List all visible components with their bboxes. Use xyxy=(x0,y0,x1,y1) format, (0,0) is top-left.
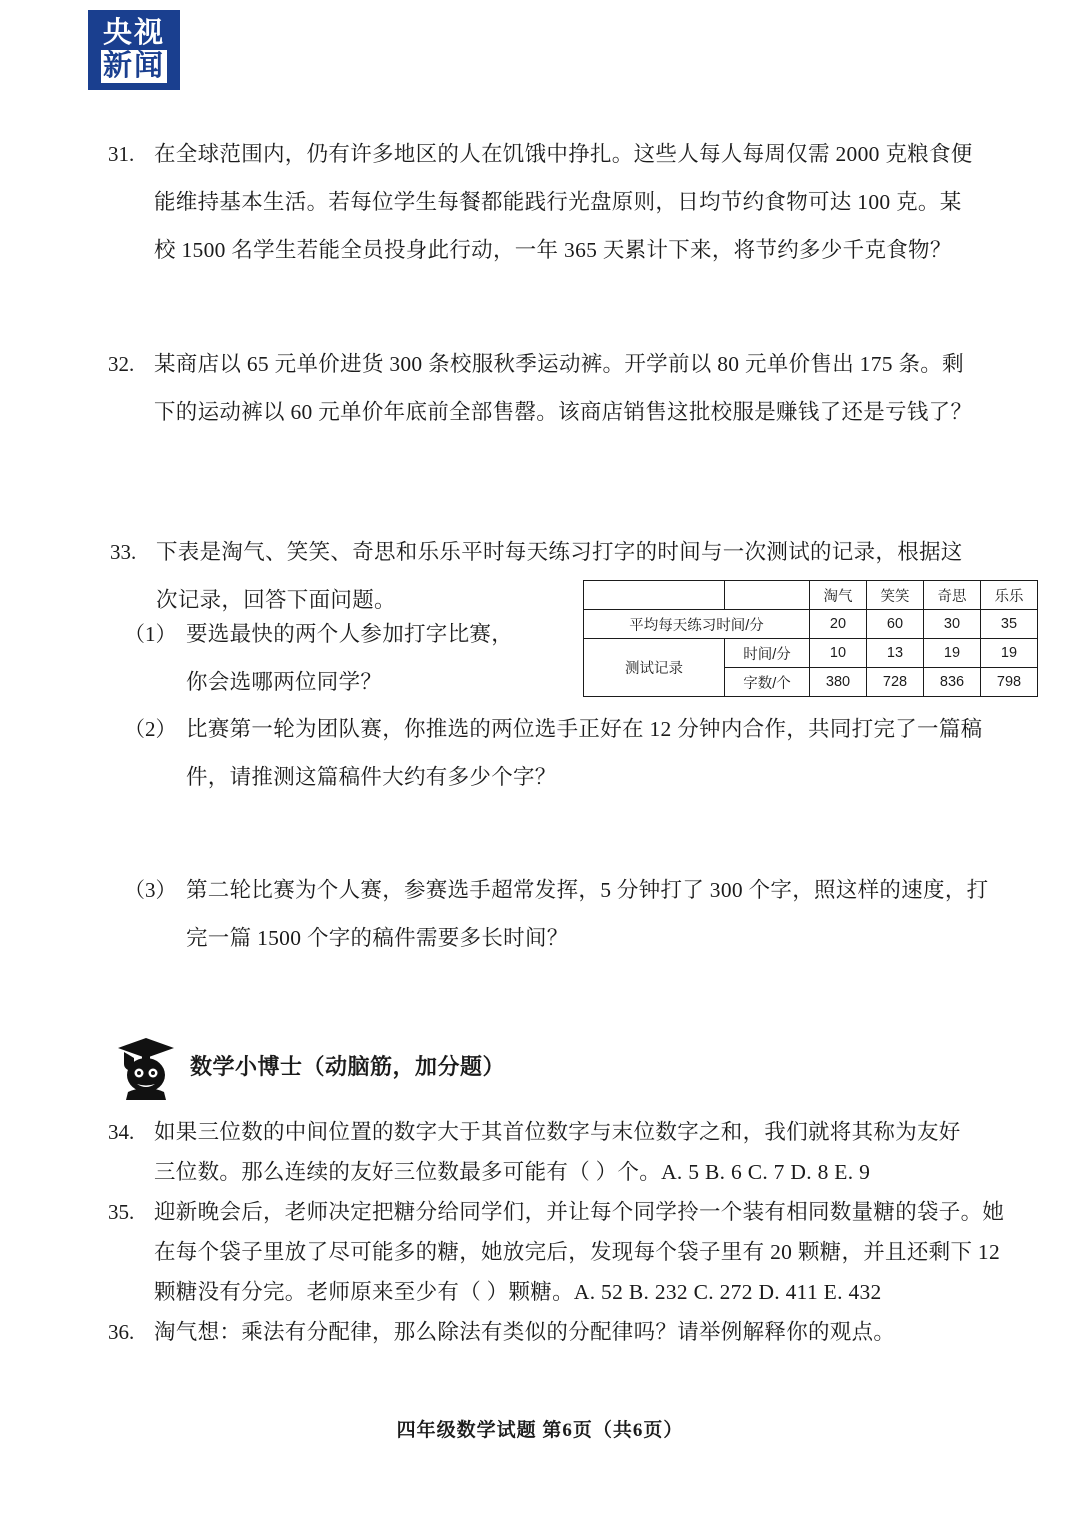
table-corner-cell xyxy=(584,581,725,610)
question-34-line-1: 如果三位数的中间位置的数字大于其首位数字与末位数字之和，我们就将其称为友好 xyxy=(154,1120,961,1144)
question-32-body xyxy=(154,340,972,436)
table-row-0-value-0: 20 xyxy=(810,610,867,639)
table-row-2-value-2: 836 xyxy=(924,668,981,697)
question-33-sub-2-line-2: 件，请推测这篇稿件大约有多少个字？ xyxy=(186,765,557,789)
table-col-header-0: 淘气 xyxy=(810,581,867,610)
question-33-sub-1-line-2: 你会选哪两位同学？ xyxy=(186,670,383,694)
logo-line-2: 新闻 xyxy=(102,50,165,82)
question-31 xyxy=(108,130,988,274)
table-row-2-value-1: 728 xyxy=(867,668,924,697)
question-33-sub-3 xyxy=(124,866,1004,962)
question-31-body xyxy=(154,130,973,274)
question-33-number: 33. xyxy=(110,540,137,564)
question-33-sub-3-body xyxy=(186,866,988,962)
table-row-0-label: 平均每天练习时间/分 xyxy=(584,610,810,639)
question-33-sub-2-label: （2） xyxy=(124,717,177,741)
question-33-sub-1 xyxy=(124,610,594,706)
question-33-sub-2 xyxy=(124,705,1004,801)
table-col-header-3: 乐乐 xyxy=(981,581,1038,610)
question-32 xyxy=(108,340,988,436)
question-35-number: 35. xyxy=(108,1200,135,1224)
table-header-row xyxy=(584,581,1038,610)
question-34 xyxy=(108,1112,1008,1192)
graduate-doctor-icon xyxy=(108,1030,184,1100)
table-row-2-value-3: 798 xyxy=(981,668,1038,697)
question-35-line-1: 迎新晚会后，老师决定把糖分给同学们，并让每个同学拎一个装有相同数量糖的袋子。她 xyxy=(154,1200,1005,1224)
question-33-line-1: 下表是淘气、笑笑、奇思和乐乐平时每天练习打字的时间与一次测试的记录，根据这 xyxy=(156,540,963,564)
table-row-0-value-2: 30 xyxy=(924,610,981,639)
bonus-section-header xyxy=(108,1030,505,1100)
question-33-line-2: 次记录，回答下面问题。 xyxy=(156,588,396,612)
question-35-line-3: 颗糖没有分完。老师原来至少有（ ）颗糖。A. 52 B. 232 C. 272 D. 411 E. 432 xyxy=(154,1280,882,1304)
question-32-number: 32. xyxy=(108,352,135,376)
question-31-line-3: 校 1500 名学生若能全员投身此行动，一年 365 天累计下来，将节约多少千克食物？ xyxy=(154,238,952,262)
question-33-sub-2-line-1: 比赛第一轮为团队赛，你推选的两位选手正好在 12 分钟内合作，共同打完了一篇稿 xyxy=(186,717,983,741)
question-36-line-1: 淘气想：乘法有分配律，那么除法有类似的分配律吗？请举例解释你的观点。 xyxy=(154,1320,896,1344)
question-36-number: 36. xyxy=(108,1320,135,1344)
question-34-body xyxy=(154,1112,961,1192)
question-36-body xyxy=(154,1312,895,1352)
question-33-sub-3-label: （3） xyxy=(124,878,177,902)
question-33-sub-1-line-1: 要选最快的两个人参加打字比赛， xyxy=(186,622,514,646)
table-row-2-sublabel: 字数/个 xyxy=(725,668,810,697)
table-row-1-value-1: 13 xyxy=(867,639,924,668)
table-row-1-sublabel: 时间/分 xyxy=(725,639,810,668)
question-34-number: 34. xyxy=(108,1120,135,1144)
question-35-body xyxy=(154,1192,1004,1312)
table-row-2-value-0: 380 xyxy=(810,668,867,697)
table-col-header-1: 笑笑 xyxy=(867,581,924,610)
table-corner-cell-2 xyxy=(725,581,810,610)
question-31-line-2: 能维持基本生活。若每位学生每餐都能践行光盘原则，日均节约食物可达 100 克。某 xyxy=(154,190,962,214)
table-row-0-value-3: 35 xyxy=(981,610,1038,639)
table-row-1-value-3: 19 xyxy=(981,639,1038,668)
question-33-sub-2-body xyxy=(186,705,982,801)
question-31-number: 31. xyxy=(108,142,135,166)
table-row-1-value-2: 19 xyxy=(924,639,981,668)
question-33-sub-3-line-1: 第二轮比赛为个人赛，参赛选手超常发挥，5 分钟打了 300 个字，照这样的速度，打 xyxy=(186,878,989,902)
table-row-0-value-1: 60 xyxy=(867,610,924,639)
question-36 xyxy=(108,1312,1008,1352)
question-33-sub-1-label: （1） xyxy=(124,622,177,646)
table-row-1-value-0: 10 xyxy=(810,639,867,668)
question-32-line-2: 下的运动裤以 60 元单价年底前全部售罄。该商店销售这批校服是赚钱了还是亏钱了？ xyxy=(154,400,973,424)
table-row xyxy=(584,639,1038,668)
page-footer: 四年级数学试题 第6页（共6页） xyxy=(396,1420,684,1441)
cctv-news-logo xyxy=(88,10,180,90)
question-34-line-2: 三位数。那么连续的友好三位数最多可能有（ ）个。A. 5 B. 6 C. 7 D. 8 E. 9 xyxy=(154,1160,871,1184)
question-33-sub-1-body xyxy=(186,610,513,706)
table-row-group-label: 测试记录 xyxy=(584,639,725,697)
question-32-line-1: 某商店以 65 元单价进货 300 条校服秋季运动裤。开学前以 80 元单价售出 175 条。剩 xyxy=(154,352,964,376)
table-col-header-2: 奇思 xyxy=(924,581,981,610)
table-row xyxy=(584,610,1038,639)
question-35-line-2: 在每个袋子里放了尽可能多的糖，她放完后，发现每个袋子里有 20 颗糖，并且还剩下 12 xyxy=(154,1240,1001,1264)
logo-line-1: 央视 xyxy=(102,17,165,49)
question-31-line-1: 在全球范围内，仍有许多地区的人在饥饿中挣扎。这些人每人每周仅需 2000 克粮食便 xyxy=(154,142,973,166)
typing-record-table xyxy=(583,580,1038,697)
question-35 xyxy=(108,1192,1028,1312)
question-33-sub-3-line-2: 完一篇 1500 个字的稿件需要多长时间？ xyxy=(186,926,569,950)
bonus-section-title: 数学小博士（动脑筋，加分题） xyxy=(190,1053,506,1079)
